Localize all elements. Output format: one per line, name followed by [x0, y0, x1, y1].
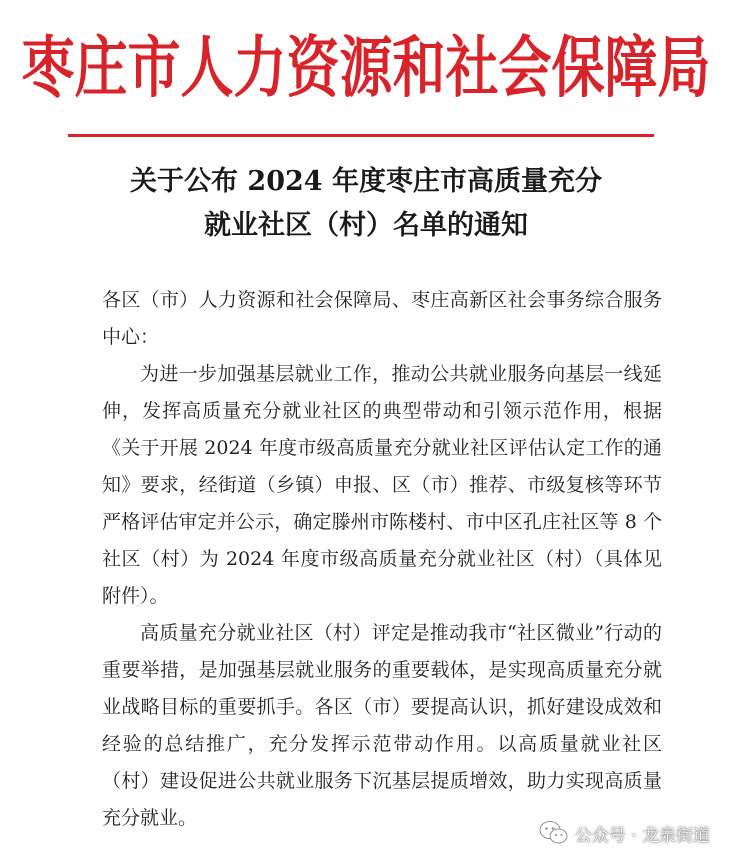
body-paragraph-2: 高质量充分就业社区（村）评定是推动我市“社区微业”行动的重要举措，是加强基层就业服务的重要载体，是实现高质量充分就业战略目标的重要抓手。各区（市）要提高认识，抓好建设成效和经验的总结推广，充分发挥示范带动作用。以高质量就业社区（村）建设促进公共就业服务下沉基层提质增效，助力实现高质量充分就业。 — [102, 622, 662, 829]
body-paragraph-1: 为进一步加强基层就业工作，推动公共就业服务向基层一线延伸，发挥高质量充分就业社区的典型带动和引领示范作用，根据《关于开展 2024 年度市级高质量充分就业社区评估认定工作的通知》要求，经街道（乡镇）申报、区（市）推荐、市级复核等环节严格评估审定并公示，确定滕州市陈楼村、市中区孔庄社区等 8 个社区（村）为 2024 年度市级高质量充分就业社区（村）（具体见附件）。 — [102, 363, 662, 607]
document-title — [0, 160, 732, 248]
wechat-watermark — [539, 815, 710, 851]
organization-masthead: 枣庄市人力资源和社会保障局 — [21, 29, 711, 107]
wechat-icon — [539, 820, 569, 846]
salutation: 各区（市）人力资源和社会保障局、枣庄高新区社会事务综合服务中心： — [102, 289, 662, 348]
red-divider-line — [68, 134, 654, 137]
document-title-line-2: 就业社区（村）名单的通知 — [204, 210, 528, 241]
document-title-line-1: 关于公布 2024 年度枣庄市高质量充分 — [130, 166, 602, 197]
document-body — [102, 282, 662, 837]
watermark-text: 公众号 · 龙泉街道 — [574, 825, 710, 846]
